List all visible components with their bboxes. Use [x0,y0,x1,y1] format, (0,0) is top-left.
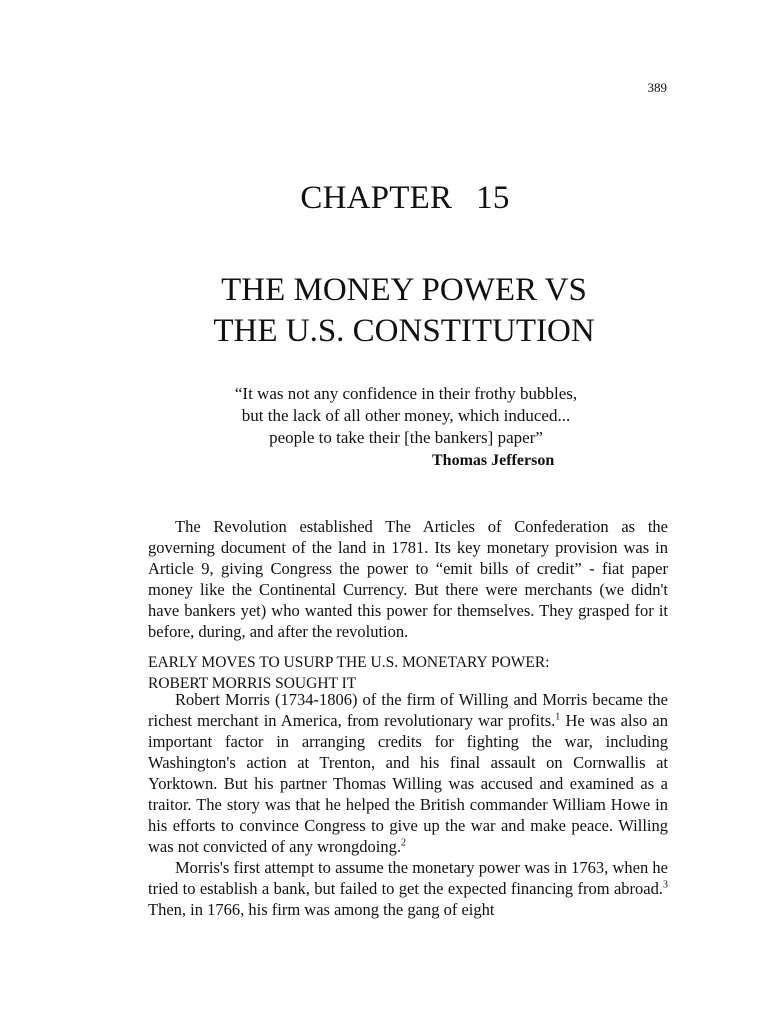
section-heading-line-2: ROBERT MORRIS SOUGHT IT [148,675,357,692]
chapter-number: 15 [476,180,510,216]
chapter-title-line-2: THE U.S. CONSTITUTION [213,313,595,349]
paragraph-text-part: Then, in 1766, his firm was among the gang of eight [148,900,495,919]
chapter-label: CHAPTER [300,180,453,216]
epigraph-line-1: “It was not any confidence in their frothy bubbles, [234,384,578,403]
body-paragraph-1 [148,516,668,642]
paragraph-text-part: Robert Morris (1734-1806) of the firm of Willing and Morris became the richest merchant in America, from revolutionary war profits. [148,690,668,730]
body-paragraph-3 [148,857,668,920]
epigraph-line-2: but the lack of all other money, which induced... [241,406,571,425]
body-paragraph-2 [148,689,668,857]
section-heading-line-1: EARLY MOVES TO USURP THE U.S. MONETARY POWER: [148,654,550,671]
page-number: 389 [647,80,667,95]
paragraph-text: The Revolution established The Articles of Confederation as the governing document of the land in 1781. Its key monetary provision was in Article 9, giving Congress the power to “emit bills of credit” - fiat paper money like the Continental Currency. But there were merchants (we didn't have bankers yet) who wanted this power for themselves. They grasped for it before, during, and after the revolution. [148,517,668,641]
chapter-heading [0,180,768,217]
epigraph-quote [0,383,768,449]
chapter-title [0,270,768,352]
epigraph-line-3: people to take their [the bankers] paper” [269,428,543,447]
paragraph-text-part: He was also an important factor in arranging credits for fighting the war, including Washington's action at Trenton, and his final assault on Cornwallis at Yorktown. But his partner Thomas Willing was accused and examined as a traitor. The story was that he helped the British commander William Howe in his efforts to convince Congress to give up the war and make peace. Willing was not convicted of any wrongdoing. [148,711,668,856]
footnote-marker[interactable]: 2 [400,837,406,849]
section-heading [148,652,668,694]
paragraph-text [148,689,668,857]
paragraph-text-part: Morris's first attempt to assume the monetary power was in 1763, when he tried to establish a bank, but failed to get the expected financing from abroad. [148,858,668,898]
paragraph-text [148,857,668,920]
footnote-marker[interactable]: 3 [663,879,668,891]
epigraph-author: Thomas Jefferson [432,452,555,469]
footnote-marker[interactable]: 1 [555,711,561,723]
chapter-title-line-1: THE MONEY POWER VS [221,272,587,308]
